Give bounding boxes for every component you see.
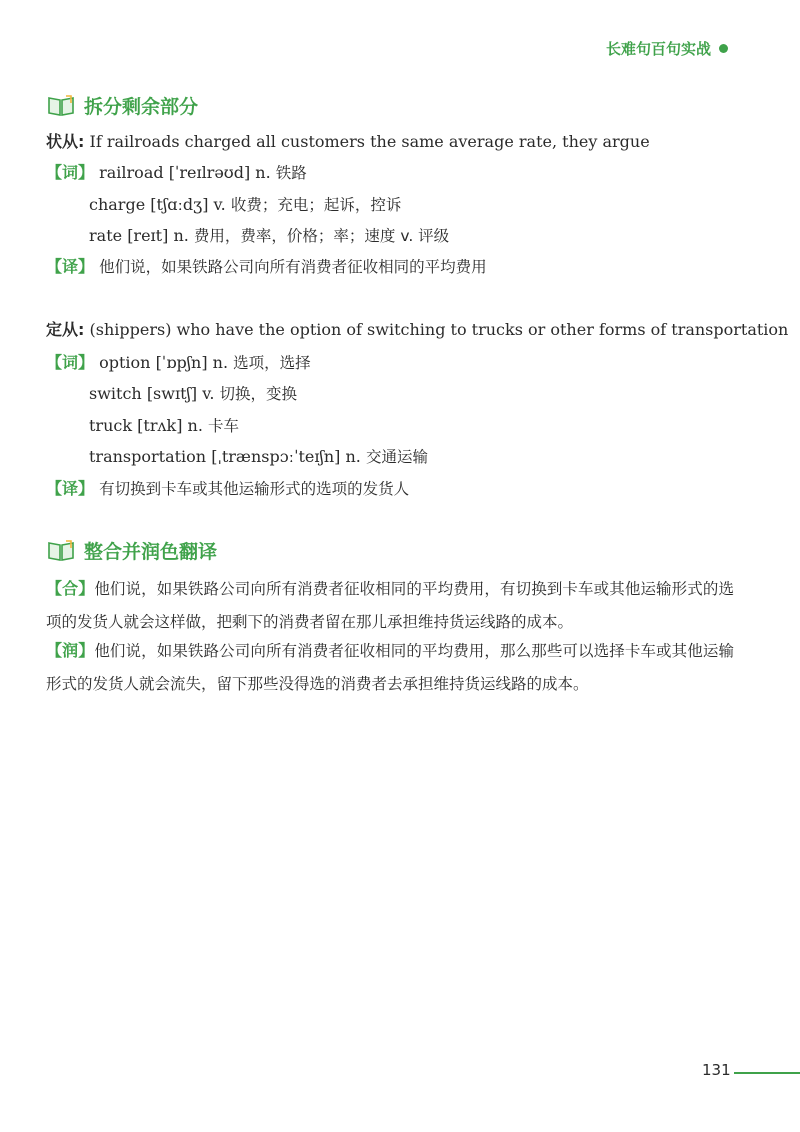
open-book-icon: [46, 94, 76, 118]
vocab-word: transportation: [89, 447, 207, 466]
vocab-pos: v.: [213, 195, 226, 214]
vocab-pos: n.: [173, 226, 189, 245]
vocab-pos: v.: [202, 384, 215, 403]
vocab-entry: [89, 195, 401, 215]
vocab-meaning: 收费；充电；起诉，控诉: [230, 196, 402, 214]
vocab-pos: n.: [255, 163, 271, 182]
section-heading-split: [46, 92, 198, 119]
clause-sentence: If railroads charged all customers the same average rate, they argue: [89, 132, 650, 151]
vocab-word: switch: [89, 384, 142, 403]
vocab-entry: [46, 353, 311, 373]
translation-tag: 【译】: [46, 257, 95, 276]
section-title: 拆分剩余部分: [84, 96, 199, 118]
running-head-dot: [719, 44, 728, 53]
combined-text: 他们说，如果铁路公司向所有消费者征收相同的平均费用，有切换到卡车或其他运输形式的选项的发货人就会这样做，把剩下的消费者留在那儿承担维持货运线路的成本。: [46, 580, 734, 631]
vocab-entry: [89, 416, 239, 436]
polished-translation: [46, 634, 734, 701]
clause-label: 状从:: [46, 132, 85, 151]
vocab-entry: [89, 447, 428, 467]
vocab-meaning: 费用，费率，价格；率；速度 v. 评级: [193, 227, 450, 245]
vocab-meaning: 选项，选择: [233, 354, 311, 372]
polished-text: 他们说，如果铁路公司向所有消费者征收相同的平均费用，那么那些可以选择卡车或其他运输形式的发货人就会流失，留下那些没得选的消费者去承担维持货运线路的成本。: [46, 642, 734, 693]
vocab-entry: [46, 163, 307, 183]
section-heading-polish: [46, 537, 217, 564]
translation-text: 他们说，如果铁路公司向所有消费者征收相同的平均费用: [99, 258, 487, 276]
vocab-meaning: 交通运输: [365, 448, 428, 466]
vocab-phonetic: [ˌtrænspɔːˈteɪʃn]: [211, 447, 341, 466]
running-head-title: 长难句百句实战: [605, 40, 711, 58]
vocab-pos: n.: [345, 447, 361, 466]
clause-label: 定从:: [46, 320, 85, 339]
vocab-entry: [89, 384, 297, 404]
vocab-pos: n.: [187, 416, 203, 435]
attributive-line: [46, 320, 788, 340]
translation-line: [46, 479, 409, 499]
translation-text: 有切换到卡车或其他运输形式的选项的发货人: [99, 480, 410, 498]
section-title: 整合并润色翻译: [84, 541, 218, 563]
vocab-tag: 【词】: [46, 163, 95, 182]
vocab-word: option: [99, 353, 151, 372]
vocab-tag: 【词】: [46, 353, 95, 372]
page-number: 131: [702, 1061, 731, 1079]
translation-tag: 【译】: [46, 479, 95, 498]
polished-tag: 【润】: [46, 641, 95, 660]
vocab-phonetic: [trʌk]: [137, 416, 183, 435]
vocab-phonetic: [ˈreɪlrəʊd]: [168, 163, 251, 182]
running-head: [606, 38, 728, 59]
vocab-phonetic: [reɪt]: [127, 226, 169, 245]
page-number-rule: [734, 1072, 800, 1074]
vocab-meaning: 卡车: [208, 417, 240, 435]
clause-sentence: (shippers) who have the option of switching to trucks or other forms of transportation: [89, 320, 789, 339]
combined-tag: 【合】: [46, 579, 95, 598]
vocab-phonetic: [ˈɒpʃn]: [155, 353, 208, 372]
vocab-meaning: 铁路: [275, 164, 307, 182]
vocab-phonetic: [tʃɑːdʒ]: [150, 195, 209, 214]
combined-translation: [46, 572, 734, 639]
vocab-phonetic: [swɪtʃ]: [146, 384, 198, 403]
vocab-entry: [89, 226, 449, 246]
vocab-meaning: 切换，变换: [219, 385, 298, 403]
vocab-word: truck: [89, 416, 133, 435]
vocab-word: railroad: [99, 163, 164, 182]
translation-line: [46, 257, 487, 277]
vocab-word: rate: [89, 226, 123, 245]
vocab-pos: n.: [212, 353, 229, 372]
adverbial-line: [46, 132, 650, 152]
vocab-word: charge: [89, 195, 146, 214]
open-book-icon: [46, 539, 76, 563]
